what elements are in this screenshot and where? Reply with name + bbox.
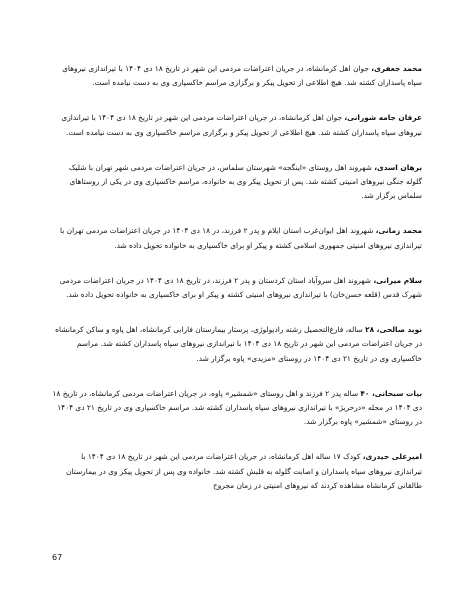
victim-name: محمد جعفری، (371, 64, 422, 73)
victim-entry (52, 323, 422, 366)
victim-name: امیرعلی حیدری، (362, 452, 422, 462)
victim-entry (52, 62, 422, 90)
document-body (52, 62, 422, 514)
victim-description: ساله پدر ۲ فرزند و اهل روستای «شمشیر» پاوه، در جریان اعتراضات مردمی کرمانشاه، در تاریخ ۱۸ دی ۱۴۰۴ در محله «درحریژ» با تیراندازی نیروهای سپاه پاسداران کشته شد. مراسم خاکسپاری وی در تاریخ ۲۱ دی ۱۴۰۴ در روستای «شمشیر» پاوه برگزار شد. (52, 388, 422, 427)
victim-entry (52, 161, 422, 204)
victim-description: ساله، فارغ‌التحصیل رشته رادیولوژی، پرستار بیمارستان فارابی کرمانشاه، اهل پاوه و ساکن کرمانشاه در جریان اعتراضات مردمی این شهر در تاریخ ۱۸ دی ۱۴۰۴ با تیراندازی نیروهای سپاه پاسداران کشته شد. مراسم خاکسپاری وی در تاریخ ۲۱ دی ۱۴۰۴ در روستای «مزیدی» پاوه برگزار شد. (55, 325, 422, 363)
victim-description: جوان اهل کرمانشاه، در جریان اعتراضات مردمی این شهر در تاریخ ۱۸ دی ۱۴۰۴ با تیراندازی نیروهای سپاه پاسداران کشته شد. هیچ اطلاعی از تحویل پیکر و برگزاری مراسم خاکسپاری وی به دست نیامده است. (62, 64, 422, 88)
victim-name: بیات سبحانی، ۴۰ (360, 388, 422, 398)
victim-description: شهروند اهل ایوان‌غرب استان ایلام و پدر ۲ فرزند، در ۱۸ دی ۱۴۰۴ در جریان اعتراضات مردمی تهران با تیراندازی نیروهای امنیتی جمهوری اسلامی کشته و پیکر او برای خاکسپاری به خانواده تحویل داده شد. (59, 226, 422, 250)
victim-name: نوید صالحی، ۲۸ (365, 325, 422, 335)
victim-description: شهروند اهل روستای «اینگجه» شهرستان سلماس، در جریان اعتراضات مردمی شهر تهران با شلیک گلوله جنگی نیروهای امنیتی کشته شد. پس از تحویل پیکر وی به خانواده، مراسم خاکسپاری وی در یکی از روستاهای سلماس برگزار شد. (68, 162, 422, 201)
page-number: 67 (52, 553, 63, 562)
victim-entry (52, 450, 422, 493)
victim-name: محمد زمانی، (375, 226, 422, 236)
victim-name: عرفان جامه شورانی، (344, 113, 422, 123)
victim-entry (52, 274, 422, 302)
victim-entry (52, 224, 422, 252)
victim-entry (52, 387, 422, 430)
victim-description: کودک ۱۷ ساله اهل کرمانشاه، در جریان اعتراضات مردمی این شهر در تاریخ ۱۸ دی ۱۴۰۴ با تیراندازی نیروهای سپاه پاسداران و اصابت گلوله به قلبش کشته شد. خانواده وی پس از تحویل پیکر وی در بیمارستان طالقانی کرمانشاه مشاهده کردند که نیروهای امنیتی در زمان مجروح (66, 452, 422, 490)
victim-name: برهان اسدی، (374, 162, 422, 172)
victim-description: جوان اهل کرمانشاه، در جریان اعتراضات مردمی این شهر در تاریخ ۱۸ دی ۱۴۰۴ با تیراندازی نیروهای سپاه پاسداران کشته شد. هیچ اطلاعی از تحویل پیکر و برگزاری مراسم خاکسپاری وی به دست نیامده است. (61, 113, 422, 137)
victim-name: سلام میرانی، (373, 275, 422, 285)
victim-entry (52, 111, 422, 139)
victim-description: شهروند اهل سروآباد استان کردستان و پدر ۲ فرزند، در تاریخ ۱۸ دی ۱۴۰۴ در جریان اعتراضات مردمی شهرک قدس (قلعه حسن‌خان) با تیراندازی نیروهای امنیتی کشته و پیکر او برای خاکسپاری به خانواده تحویل داده شد. (59, 275, 422, 300)
